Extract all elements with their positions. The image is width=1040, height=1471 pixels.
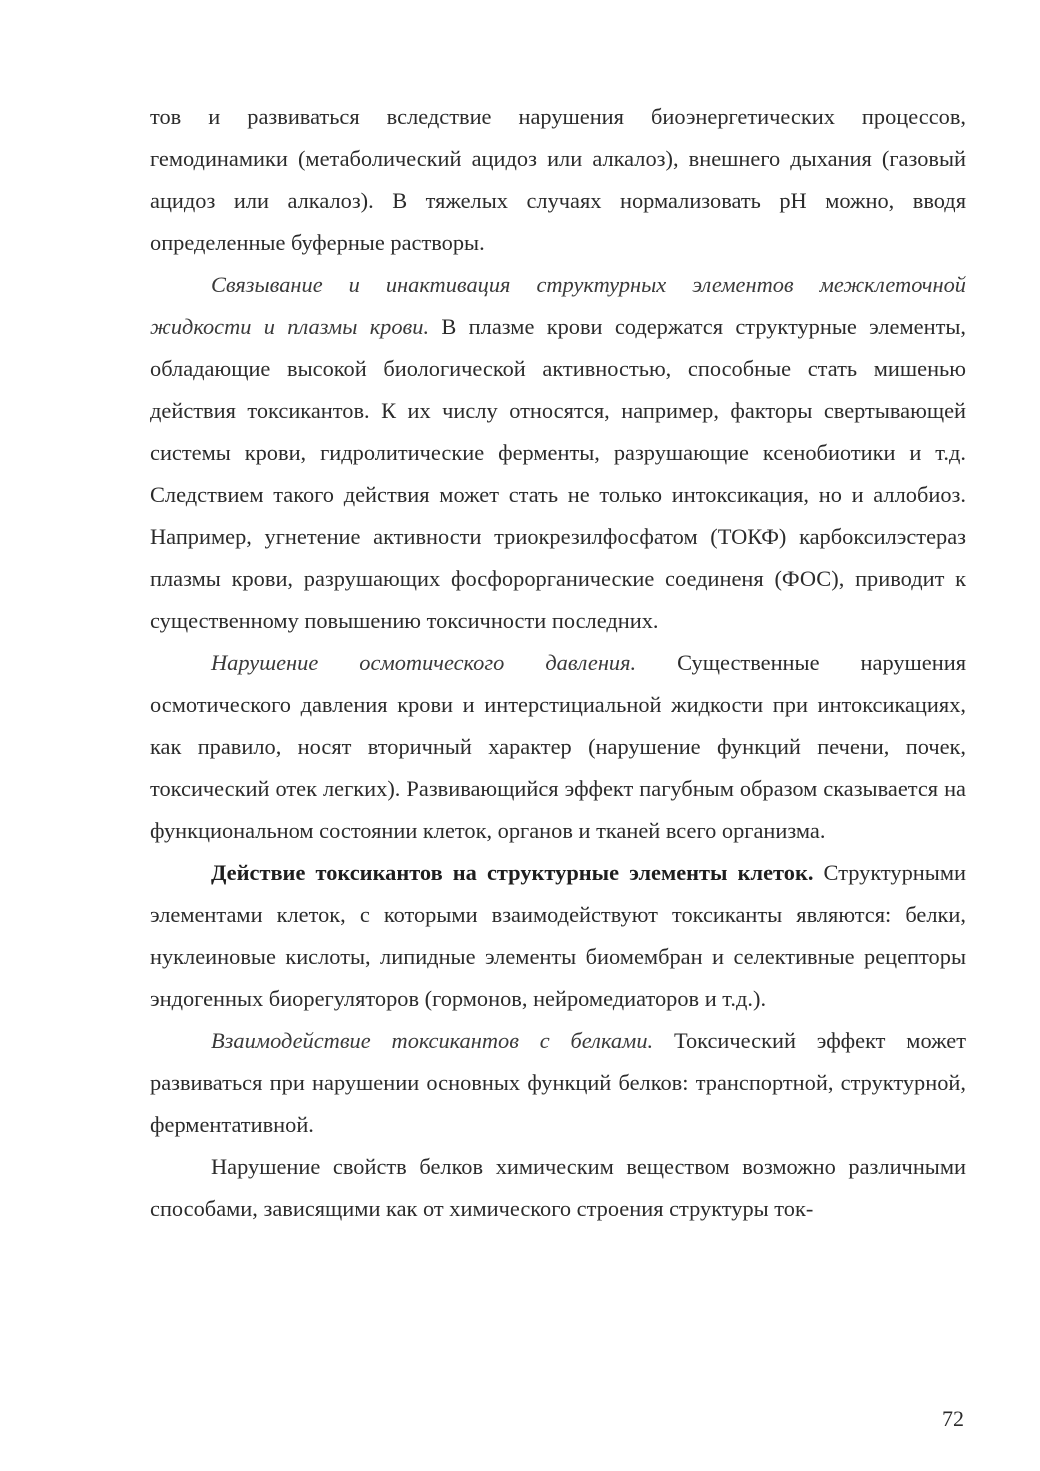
paragraph-6 (150, 1146, 966, 1230)
page-number: 72 (942, 1406, 964, 1431)
paragraph-3-text: Существенные нарушения осмотического давления крови и интерстициальной жидкости при интоксикациях, как правило, носят вторичный характер (нарушение функций печени, почек, токсический отек легких). Развивающийся эффект пагубным образом сказывается на функциональном состоянии клеток, органов и тканей всего организма. (150, 650, 967, 843)
document-page (150, 96, 966, 1230)
paragraph-5 (150, 1020, 966, 1146)
paragraph-2-text: В плазме крови содержатся структурные элементы, обладающие высокой биологической активностью, способные стать мишенью действия токсикантов. К их числу относятся, например, факторы свертывающей системы крови, гидролитические ферменты, разрушающие ксенобиотики и т.д. Следствием такого действия может стать не только интоксикация, но и аллобиоз. Например, угнетение активности триокрезилфосфатом (ТОКФ) карбоксилэстераз плазмы крови, разрушающих фосфорорганические соединеня (ФОС), приводит к существенному повышению токсичности последних. (150, 314, 966, 633)
paragraph-4 (150, 852, 966, 1020)
paragraph-5-lead: Взаимодействие токсикантов с белками. (211, 1028, 654, 1053)
paragraph-6-text: Нарушение свойств белков химическим веществом возможно различными способами, зависящими как от химического строения структуры ток- (150, 1154, 966, 1221)
paragraph-3-lead: Нарушение осмотического давления. (211, 650, 637, 675)
paragraph-2-lead: Связывание и инактивация структурных элементов межклеточной жидкости и плазмы крови. (150, 272, 966, 339)
paragraph-3 (150, 642, 966, 852)
paragraph-1-text: тов и развиваться вследствие нарушения биоэнергетических процессов, гемодинамики (метаболический ацидоз или алкалоз), внешнего дыхания (газовый ацидоз или алкалоз). В тяжелых случаях нормализовать pH можно, вводя определенные буферные растворы. (150, 104, 966, 255)
paragraph-4-heading: Действие токсикантов на структурные элементы клеток. (211, 860, 814, 885)
paragraph-5-text: Токсический эффект может развиваться при нарушении основных функций белков: транспортной, структурной, ферментативной. (150, 1028, 966, 1137)
paragraph-2 (150, 264, 966, 642)
paragraph-1 (150, 96, 966, 264)
paragraph-4-text: Структурными элементами клеток, с которыми взаимодействуют токсиканты являются: белки, нуклеиновые кислоты, липидные элементы биомембран и селективные рецепторы эндогенных биорегуляторов (гормонов, нейромедиаторов и т.д.). (150, 860, 966, 1011)
